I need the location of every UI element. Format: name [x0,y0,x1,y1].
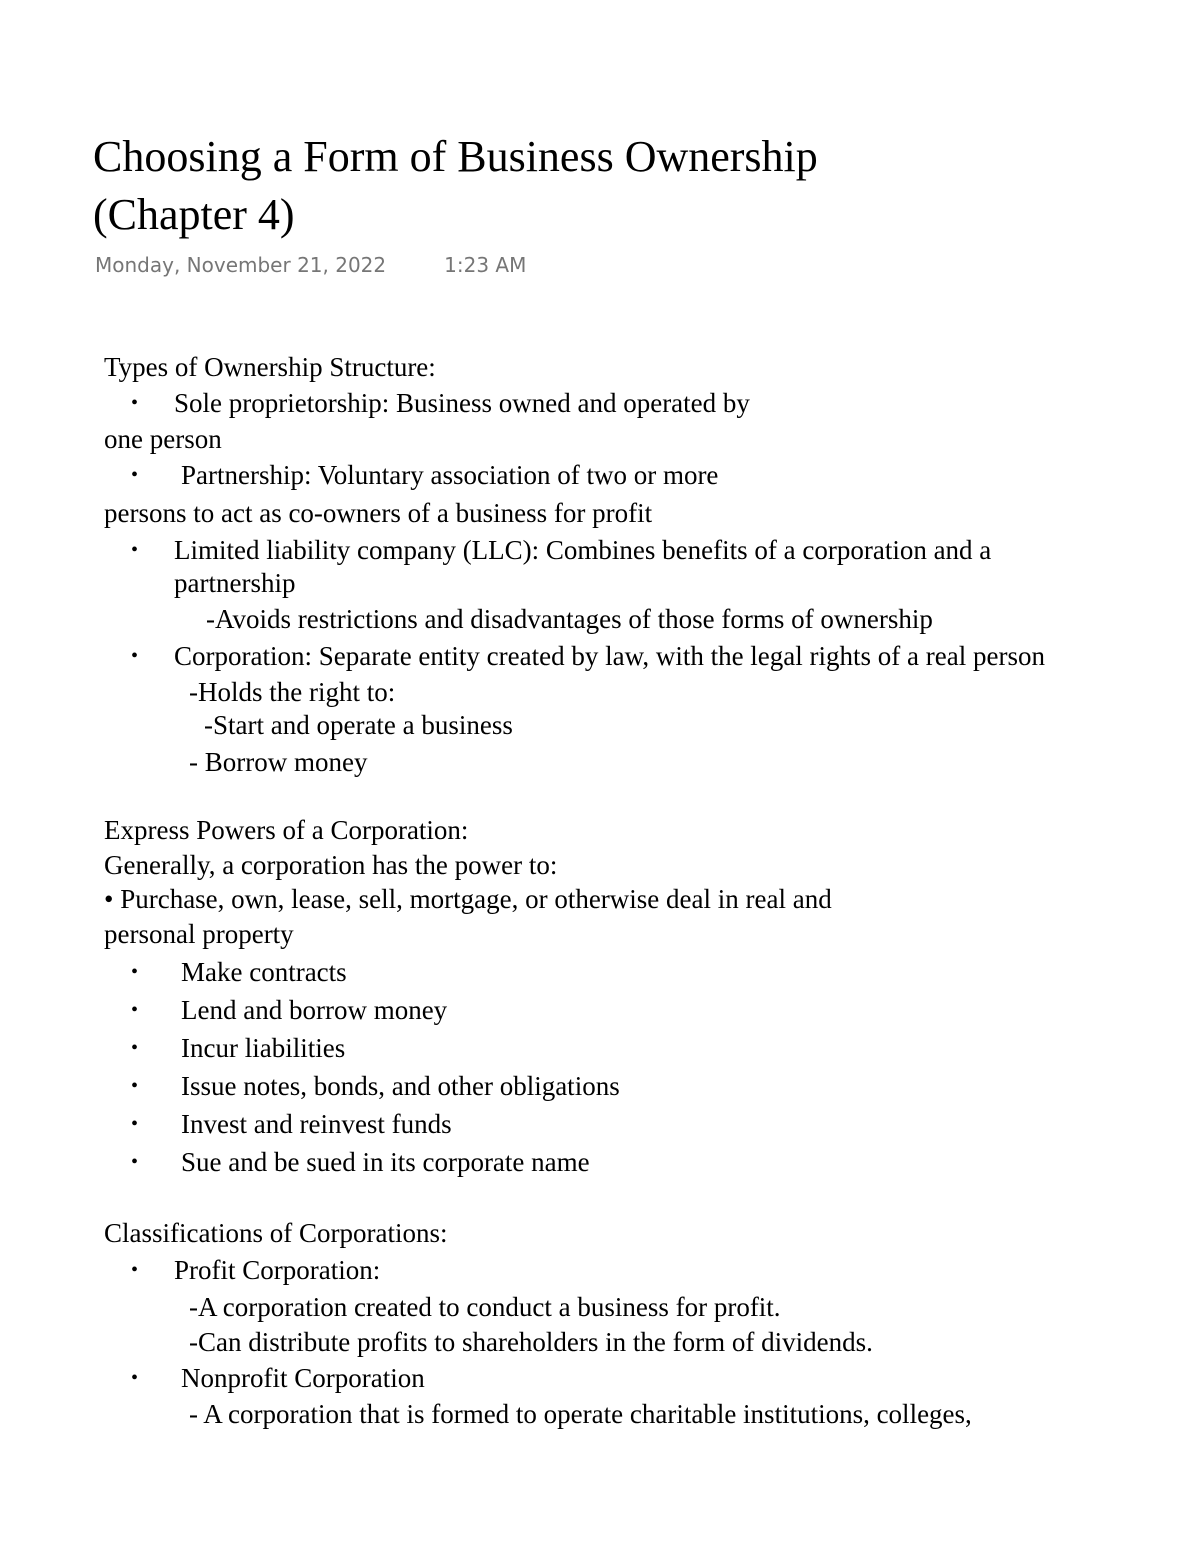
sub-item-profit-dividends: -Can distribute profits to shareholders in the form of dividends. [189,1327,873,1357]
bullet-marker: • [131,1037,139,1059]
bullet-marker: • [131,961,139,983]
list-item-llc-continued: partnership [174,568,296,598]
section-heading-powers: Express Powers of a Corporation: [104,815,469,845]
bullet-marker: • [131,464,139,486]
list-item-llc: Limited liability company (LLC): Combines benefits of a corporation and a [174,535,992,565]
list-item-profit-corporation: Profit Corporation: [174,1255,381,1285]
powers-purchase: • Purchase, own, lease, sell, mortgage, or otherwise deal in real and [104,884,832,914]
section-heading-types: Types of Ownership Structure: [104,352,436,382]
list-item-power: Sue and be sued in its corporate name [181,1147,590,1177]
list-item-nonprofit-corporation: Nonprofit Corporation [181,1363,425,1393]
sub-item-profit-definition: -A corporation created to conduct a business for profit. [189,1292,781,1322]
note-timestamp [95,253,526,277]
sub-item-corporation-start: -Start and operate a business [204,710,513,740]
bullet-marker: • [131,1075,139,1097]
page-title-line-2: (Chapter 4) [93,190,295,239]
sub-item-nonprofit-definition: - A corporation that is formed to operate charitable institutions, colleges, [189,1399,972,1429]
bullet-marker: • [131,1367,139,1389]
bullet-marker: • [131,999,139,1021]
list-item-power: Make contracts [181,957,347,987]
list-item-partnership-continued: persons to act as co-owners of a business for profit [104,498,653,528]
powers-purchase-continued: personal property [104,919,294,949]
list-item-sole-proprietorship: Sole proprietorship: Business owned and operated by [174,388,750,418]
bullet-marker: • [131,392,139,414]
sub-item-llc: -Avoids restrictions and disadvantages of those forms of ownership [206,604,933,634]
sub-item-corporation-rights: -Holds the right to: [189,677,396,707]
note-date: Monday, November 21, 2022 [95,253,387,277]
list-item-corporation: Corporation: Separate entity created by law, with the legal rights of a real person [174,641,1045,671]
bullet-marker: • [131,645,139,667]
list-item-power: Lend and borrow money [181,995,448,1025]
page-title [93,128,1153,244]
powers-intro: Generally, a corporation has the power to: [104,850,558,880]
list-item-sole-proprietorship-continued: one person [104,424,222,454]
bullet-marker: • [131,539,139,561]
page-title-line-1: Choosing a Form of Business Ownership [93,132,818,181]
bullet-marker: • [131,1259,139,1281]
list-item-power: Invest and reinvest funds [181,1109,452,1139]
bullet-marker: • [131,1113,139,1135]
list-item-power: Incur liabilities [181,1033,346,1063]
note-time: 1:23 AM [444,253,527,277]
list-item-power: Issue notes, bonds, and other obligations [181,1071,620,1101]
section-heading-classifications: Classifications of Corporations: [104,1218,448,1248]
bullet-marker: • [131,1151,139,1173]
sub-item-corporation-borrow: - Borrow money [189,747,368,777]
list-item-partnership: Partnership: Voluntary association of two or more [181,460,719,490]
